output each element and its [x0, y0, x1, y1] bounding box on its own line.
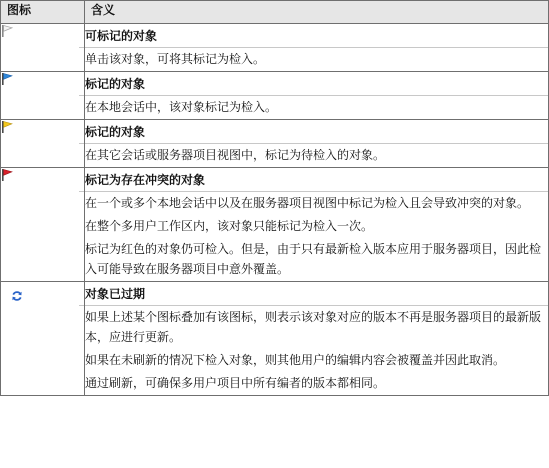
header-icon-column: 图标 — [1, 1, 85, 24]
header-meaning-column: 含义 — [85, 1, 549, 24]
table-row — [1, 120, 549, 168]
row-description: 通过刷新，可确保多用户项目中所有编者的版本都相同。 — [85, 376, 386, 390]
row-title: 标记为存在冲突的对象 — [85, 173, 206, 187]
row-title: 标记的对象 — [85, 77, 146, 91]
meaning-cell — [85, 24, 549, 72]
refresh-icon — [11, 290, 84, 302]
table-header-row — [1, 1, 549, 24]
row-description: 在一个或多个本地会话中以及在服务器项目视图中标记为检入且会导致冲突的对象。 — [85, 196, 530, 210]
row-description: 在本地会话中，该对象标记为检入。 — [85, 100, 278, 114]
table-row — [1, 72, 549, 120]
table-row — [1, 168, 549, 282]
row-description: 标记为红色的对象仍可检入。但是，由于只有最新检入版本应用于服务器项目，因此检入可能导致在服务器项目中意外覆盖。 — [85, 242, 542, 276]
red-flag-icon — [1, 168, 84, 182]
meaning-cell — [85, 72, 549, 120]
icon-cell — [1, 24, 85, 72]
row-description: 在整个多用户工作区内，该对象只能标记为检入一次。 — [85, 219, 374, 233]
row-description: 在其它会话或服务器项目视图中，标记为待检入的对象。 — [85, 148, 386, 162]
meaning-cell — [85, 282, 549, 396]
row-description: 单击该对象，可将其标记为检入。 — [85, 52, 266, 66]
meaning-cell — [85, 120, 549, 168]
white-flag-icon — [1, 24, 84, 38]
row-description: 如果上述某个图标叠加有该图标，则表示该对象对应的版本不再是服务器项目的最新版本，应进行更新。 — [85, 310, 542, 344]
icon-cell — [1, 120, 85, 168]
icon-cell — [1, 282, 85, 396]
table-row — [1, 282, 549, 396]
blue-flag-icon — [1, 72, 84, 86]
table-row — [1, 24, 549, 72]
meaning-cell — [85, 168, 549, 282]
row-title: 可标记的对象 — [85, 29, 158, 43]
row-title: 对象已过期 — [85, 287, 146, 301]
yellow-flag-icon — [1, 120, 84, 134]
icon-cell — [1, 168, 85, 282]
row-description: 如果在未刷新的情况下检入对象，则其他用户的编辑内容会被覆盖并因此取消。 — [85, 353, 506, 367]
icon-cell — [1, 72, 85, 120]
row-title: 标记的对象 — [85, 125, 146, 139]
